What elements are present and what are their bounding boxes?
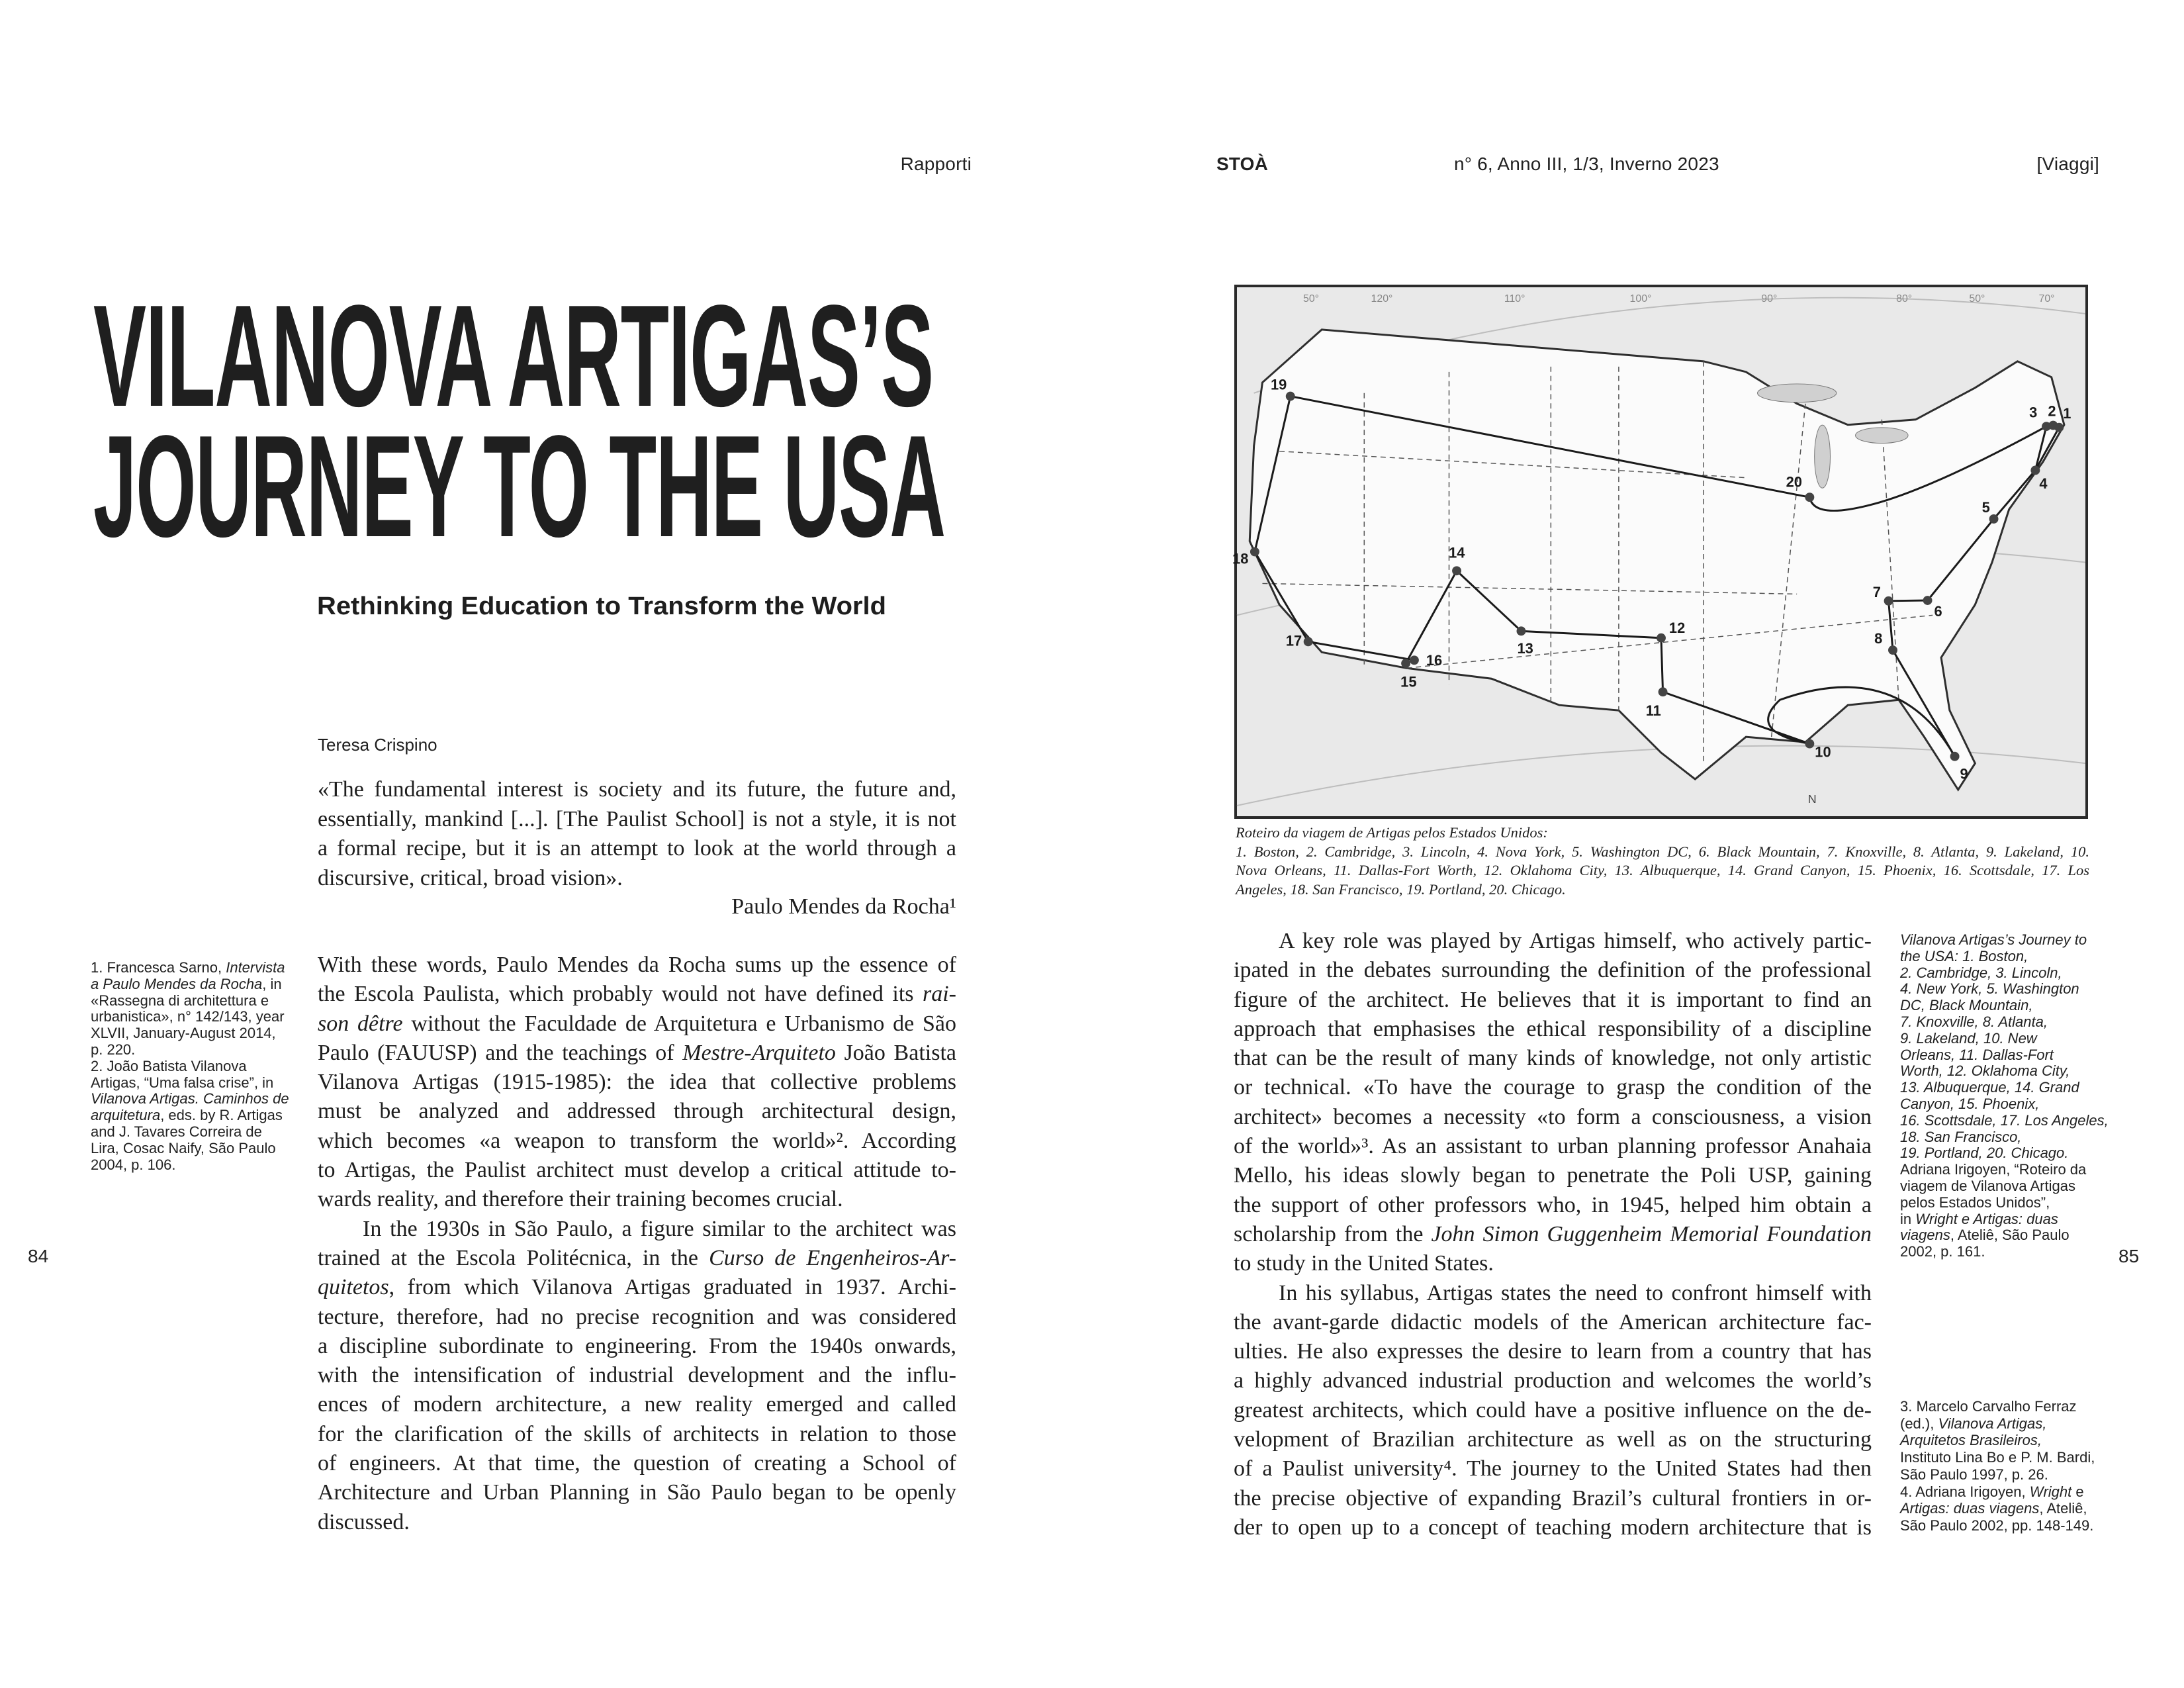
- route-stop-marker: [1659, 687, 1668, 696]
- body-line: trained at the Escola Politécnica, in the Curso de Engenheiros-Ar-: [318, 1245, 956, 1270]
- great-lakes: [1815, 425, 1831, 488]
- issue-info: n° 6, Anno III, 1/3, Inverno 2023: [1454, 154, 1719, 174]
- body-line: tecture, therefore, had no precise recognition and was considered: [318, 1304, 956, 1329]
- text-line: 16. Scottsdale, 17. Los Angeles,: [1900, 1111, 2109, 1129]
- route-stop-label: 19: [1270, 376, 1287, 393]
- north-label: N: [1807, 792, 1817, 806]
- body-line: velopment of Brazilian architecture as well as on the structuring: [1234, 1427, 1872, 1452]
- route-stop-marker: [1884, 596, 1893, 606]
- body-line: son dêtre without the Faculdade de Arquitetura e Urbanismo de São: [318, 1011, 956, 1036]
- text-line: Vilanova Artigas. Caminhos de: [91, 1090, 289, 1107]
- longitude-label: 90°: [1761, 293, 1778, 305]
- route-stop-marker: [1517, 626, 1526, 635]
- route-stop-marker: [1304, 637, 1313, 646]
- footnotes-right: [1900, 1398, 2112, 1534]
- route-stop-marker: [2030, 466, 2040, 475]
- text-line: Lira, Cosac Naify, São Paulo: [91, 1139, 276, 1156]
- body-line: of the world»³. As an assistant to urban planning professor Anahaia: [1234, 1134, 1872, 1159]
- body-line: the Escola Paulista, which probably would not have defined its rai-: [318, 982, 956, 1007]
- body-line: greatest architects, which could have a positive influence on the de-: [1234, 1397, 1872, 1423]
- body-line: Mello, his ideas slowly began to penetrate the Poli USP, gaining: [1234, 1163, 1872, 1188]
- title-line-1: VILANOVA ARTIGAS’S: [93, 275, 933, 437]
- route-stop-marker: [1923, 596, 1933, 605]
- text-line: 2004, p. 106.: [91, 1156, 176, 1173]
- text-line: 2. Cambridge, 3. Lincoln,: [1900, 964, 2062, 981]
- body-line: figure of the architect. He believes that it is important to find an: [1234, 987, 1872, 1012]
- map-caption: [1236, 823, 2089, 899]
- body-line: the support of other professors who, in 1945, helped him obtain a: [1234, 1192, 1872, 1217]
- route-stop-label: 3: [2029, 404, 2038, 421]
- text-line: urbanistica», n° 142/143, year: [91, 1008, 285, 1025]
- route-segment: [1889, 600, 1928, 601]
- body-line: which becomes «a weapon to transform the world»². According: [318, 1128, 956, 1153]
- text-line: Artigas: duas viagens, Ateliê,: [1900, 1500, 2087, 1517]
- route-stop-marker: [1452, 566, 1461, 575]
- route-stop-label: 4: [2039, 475, 2048, 492]
- body-line: Vilanova Artigas (1915-1985): the idea that collective problems: [318, 1070, 956, 1095]
- text-line: Roteiro da viagem de Artigas pelos Estados Unidos:: [1236, 824, 1548, 841]
- page-number-left: 84: [28, 1246, 49, 1266]
- usa-route-map: [1232, 287, 2085, 816]
- route-stop-label: 14: [1449, 544, 1465, 561]
- text-line: in Wright e Artigas: duas: [1900, 1210, 2058, 1227]
- body-line: With these words, Paulo Mendes da Rocha sums up the essence of: [318, 953, 956, 977]
- usa-outline: [1250, 330, 2064, 790]
- body-line: wards reality, and therefore their training becomes crucial.: [318, 1187, 843, 1212]
- body-line: of engineers. At that time, the question of creating a School of: [318, 1451, 956, 1476]
- text-line: Arquitetos Brasileiros,: [1900, 1432, 2042, 1449]
- journal-name: STOÀ: [1216, 154, 1269, 174]
- text-line: p. 220.: [91, 1041, 136, 1058]
- route-stop-marker: [1950, 752, 1960, 761]
- longitude-label: 80°: [1896, 293, 1913, 305]
- body-line: must be analyzed and addressed through architectural design,: [318, 1099, 956, 1124]
- route-stop-label: 18: [1232, 550, 1249, 567]
- body-line: that can be the result of many kinds of knowledge, not only artistic: [1234, 1046, 1872, 1071]
- text-line: Vilanova Artigas’s Journey to: [1900, 931, 2087, 948]
- route-stop-label: 9: [1960, 765, 1968, 782]
- route-stop-marker: [1250, 547, 1259, 557]
- body-line: A key role was played by Artigas himself, who actively partic-: [1279, 929, 1872, 953]
- body-line: In the 1930s in São Paulo, a figure similar to the architect was: [363, 1216, 956, 1241]
- text-line: 19. Portland, 20. Chicago.: [1900, 1145, 2069, 1162]
- text-line: essentially, mankind [...]. [The Paulist School] is not a style, it is not: [318, 806, 956, 831]
- body-line: ences of modern architecture, a new reality emerged and called: [318, 1392, 956, 1417]
- body-line: approach that emphasises the ethical responsibility of a discipline: [1234, 1016, 1872, 1041]
- text-line: Nova Orleans, 11. Dallas-Fort Worth, 12. Oklahoma City, 13. Albuquerque, 14. Grand Canyon, 15. Phoenix, 16. Scottsdale, 17. Los: [1236, 862, 2089, 878]
- route-stop-label: 10: [1815, 743, 1831, 761]
- text-line: 1. Boston, 2. Cambridge, 3. Lincoln, 4. Nova York, 5. Washington DC, 6. Black Mountain, 7. Knoxville, 8. Atlanta, 9. Lakeland, 10.: [1236, 843, 2089, 860]
- text-line: Angeles, 18. San Francisco, 19. Portland, 20. Chicago.: [1236, 880, 1566, 898]
- body-line: with the intensification of industrial development and the influ-: [318, 1363, 956, 1388]
- longitude-label: 120°: [1371, 293, 1393, 305]
- text-line: DC, Black Mountain,: [1900, 997, 2033, 1014]
- route-stop-label: 1: [2063, 404, 2071, 422]
- body-line: a discipline subordinate to engineering. From the 1940s onwards,: [318, 1333, 956, 1358]
- text-line: (ed.), Vilanova Artigas,: [1900, 1415, 2047, 1432]
- text-line: Worth, 12. Oklahoma City,: [1900, 1062, 2070, 1080]
- route-map-figure: [1234, 285, 2088, 819]
- route-stop-marker: [1286, 392, 1295, 401]
- route-stop-label: 11: [1645, 702, 1661, 719]
- body-line: Paulo (FAUUSP) and the teachings of Mestre-Arquiteto João Batista: [318, 1040, 956, 1065]
- longitude-label: 70°: [2038, 293, 2055, 305]
- longitude-label: 100°: [1629, 293, 1652, 305]
- text-line: Adriana Irigoyen, “Roteiro da: [1900, 1161, 2087, 1178]
- route-stop-label: 16: [1426, 652, 1443, 669]
- text-line: 4. New York, 5. Washington: [1900, 980, 2079, 998]
- body-line: Architecture and Urban Planning in São Paulo began to be openly: [318, 1480, 956, 1505]
- route-stop-marker: [1888, 645, 1897, 655]
- epigraph-attribution: Paulo Mendes da Rocha¹: [731, 894, 956, 919]
- body-line: or technical. «To have the courage to grasp the condition of the: [1234, 1075, 1872, 1100]
- text-line: 2. João Batista Vilanova: [91, 1057, 247, 1074]
- text-line: pelos Estados Unidos”,: [1900, 1194, 2050, 1211]
- route-stop-label: 7: [1872, 583, 1881, 600]
- body-line: to study in the United States.: [1234, 1251, 1494, 1276]
- text-line: 4. Adriana Irigoyen, Wright e: [1900, 1483, 2084, 1500]
- body-line: scholarship from the John Simon Guggenheim Memorial Foundation: [1234, 1221, 1872, 1246]
- author-name: Teresa Crispino: [318, 735, 437, 755]
- text-line: São Paulo 1997, p. 26.: [1900, 1466, 2048, 1483]
- body-text-left: [318, 951, 956, 1537]
- route-stop-label: 17: [1285, 632, 1302, 649]
- section-label-right: [Viaggi]: [2036, 154, 2099, 174]
- great-lakes: [1757, 384, 1836, 402]
- title-line-2: JOURNEY TO THE USA: [93, 406, 945, 567]
- body-line: der to open up to a concept of teaching modern architecture that is: [1234, 1515, 1872, 1540]
- text-line: arquitetura, eds. by R. Artigas: [91, 1107, 283, 1124]
- text-line: Orleans, 11. Dallas-Fort: [1900, 1046, 2054, 1063]
- text-line: 1. Francesca Sarno, Intervista: [91, 959, 285, 976]
- map-sidenote: [1900, 932, 2112, 1260]
- body-line: architect» becomes a necessity «to form a consciousness, a vision: [1234, 1104, 1872, 1129]
- text-line: «Rassegna di architettura e: [91, 992, 269, 1009]
- text-line: Canyon, 15. Phoenix,: [1900, 1095, 2040, 1112]
- body-line: In his syllabus, Artigas states the need to confront himself with: [1279, 1280, 1872, 1305]
- longitude-label: 50°: [1302, 293, 1320, 305]
- body-line: a highly advanced industrial production and welcomes the world’s: [1234, 1368, 1872, 1393]
- footnotes-left: [91, 960, 302, 1173]
- route-stop-marker: [1657, 633, 1666, 643]
- route-stop-label: 2: [2048, 402, 2056, 420]
- body-line: discussed.: [318, 1509, 410, 1534]
- route-stop-marker: [1805, 739, 1814, 749]
- body-line: quitetos, from which Vilanova Artigas graduated in 1937. Archi-: [318, 1275, 956, 1300]
- body-line: for the clarification of the skills of architects in relation to those: [318, 1421, 956, 1446]
- route-stop-marker: [1805, 492, 1814, 502]
- text-line: 2002, p. 161.: [1900, 1243, 1985, 1260]
- text-line: the USA: 1. Boston,: [1900, 947, 2028, 964]
- text-line: a formal recipe, but it is an attempt to look at the world through a: [318, 836, 956, 861]
- body-line: the precise objective of expanding Brazil’s cultural frontiers in or-: [1234, 1485, 1872, 1511]
- route-stop-marker: [2042, 422, 2051, 431]
- epigraph-quote: [318, 775, 956, 894]
- route-stop-label: 6: [1934, 602, 1942, 620]
- body-line: of a Paulist university⁴. The journey to the United States had then: [1234, 1456, 1872, 1481]
- body-text-right: [1234, 927, 1872, 1542]
- text-line: viagem de Vilanova Artigas: [1900, 1177, 2075, 1194]
- route-stop-marker: [1410, 655, 1419, 665]
- text-line: Artigas, “Uma falsa crise”, in: [91, 1074, 274, 1091]
- route-stop-label: 5: [1981, 499, 1990, 516]
- longitude-label: 110°: [1504, 293, 1525, 305]
- text-line: 13. Albuquerque, 14. Grand: [1900, 1079, 2079, 1096]
- longitude-label: 50°: [1969, 293, 1985, 305]
- route-stop-label: 13: [1517, 640, 1533, 657]
- text-line: São Paulo 2002, pp. 148-149.: [1900, 1517, 2094, 1534]
- section-label-left: Rapporti: [900, 154, 972, 174]
- text-line: 18. San Francisco,: [1900, 1128, 2022, 1145]
- text-line: 7. Knoxville, 8. Atlanta,: [1900, 1013, 2048, 1030]
- text-line: discursive, critical, broad vision».: [318, 866, 623, 891]
- route-stop-label: 15: [1400, 673, 1417, 690]
- text-line: «The fundamental interest is society and its future, the future and,: [318, 777, 956, 802]
- route-stop-marker: [1401, 659, 1410, 668]
- body-line: the avant-garde didactic models of the American architecture fac-: [1234, 1309, 1872, 1335]
- text-line: 9. Lakeland, 10. New: [1900, 1029, 2037, 1047]
- text-line: 3. Marcelo Carvalho Ferraz: [1900, 1398, 2077, 1415]
- article-subtitle: Rethinking Education to Transform the World: [317, 592, 886, 620]
- great-lakes: [1856, 428, 1909, 444]
- text-line: viagens, Ateliê, São Paulo: [1900, 1227, 2070, 1244]
- text-line: XLVII, January-August 2014,: [91, 1025, 276, 1042]
- text-line: a Paulo Mendes da Rocha, in: [91, 975, 282, 992]
- text-line: Instituto Lina Bo e P. M. Bardi,: [1900, 1449, 2095, 1466]
- route-stop-label: 20: [1786, 473, 1802, 491]
- route-stop-marker: [1989, 514, 1999, 524]
- route-stop-label: 8: [1874, 630, 1883, 647]
- body-line: ipated in the debates surrounding the definition of the professional: [1234, 958, 1872, 983]
- body-line: to Artigas, the Paulist architect must develop a critical attitude to-: [318, 1158, 956, 1183]
- page-number-right: 85: [2118, 1246, 2140, 1266]
- body-line: ulties. He also expresses the desire to learn from a country that has: [1234, 1339, 1872, 1364]
- route-stop-label: 12: [1668, 619, 1686, 636]
- text-line: and J. Tavares Correira de: [91, 1123, 262, 1140]
